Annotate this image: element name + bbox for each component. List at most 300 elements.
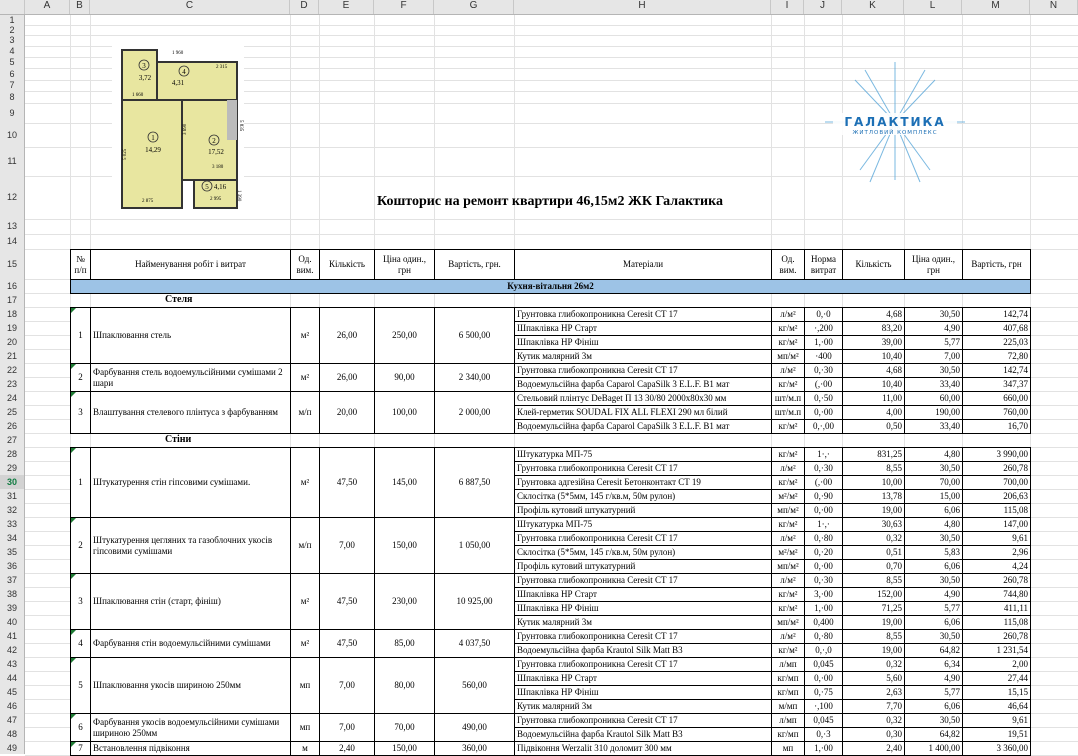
material-price[interactable]: 4,90: [904, 671, 963, 686]
material-qty[interactable]: 13,78: [842, 489, 905, 504]
row-header-5[interactable]: 5: [9, 57, 15, 67]
material-cost[interactable]: 4,24: [962, 559, 1031, 574]
material-qty[interactable]: 10,40: [842, 349, 905, 364]
material-unit[interactable]: мп/м²: [771, 615, 805, 630]
material-price[interactable]: 190,00: [904, 405, 963, 420]
material-norm[interactable]: 0,·30: [804, 461, 843, 476]
material-price[interactable]: 64,82: [904, 727, 963, 742]
row-header-8[interactable]: 8: [9, 92, 15, 102]
material-norm[interactable]: ·400: [804, 349, 843, 364]
col-header-a[interactable]: A: [25, 0, 70, 14]
material-unit[interactable]: л/м²: [771, 307, 805, 322]
material-price[interactable]: 64,82: [904, 643, 963, 658]
col-header-m[interactable]: M: [962, 0, 1030, 14]
row-header-16[interactable]: 16: [6, 281, 17, 291]
material-price[interactable]: 30,50: [904, 531, 963, 546]
header-material-price[interactable]: Ціна один., грн: [904, 249, 963, 280]
material-unit[interactable]: мп: [771, 741, 805, 756]
material-cost[interactable]: 72,80: [962, 349, 1031, 364]
row-header-2[interactable]: 2: [9, 25, 15, 35]
material-unit[interactable]: л/м²: [771, 573, 805, 588]
header-cost[interactable]: Вартість, грн.: [434, 249, 515, 280]
work-price[interactable]: 150,00: [374, 517, 435, 574]
material-cost[interactable]: 260,78: [962, 461, 1031, 476]
header-material-unit[interactable]: Од. вим.: [771, 249, 805, 280]
work-qty[interactable]: 7,00: [319, 517, 375, 574]
material-name[interactable]: Штукатурка МП-75: [514, 447, 772, 462]
material-qty[interactable]: 7,70: [842, 699, 905, 714]
material-qty[interactable]: 10,00: [842, 475, 905, 490]
work-name[interactable]: Встановлення підвіконня: [90, 741, 291, 756]
material-norm[interactable]: (,·00: [804, 475, 843, 490]
material-norm[interactable]: 0,·3: [804, 727, 843, 742]
material-unit[interactable]: кг/м²: [771, 321, 805, 336]
row-header-13[interactable]: 13: [6, 221, 17, 231]
material-cost[interactable]: 3 360,00: [962, 741, 1031, 756]
material-norm[interactable]: 0,045: [804, 657, 843, 672]
material-name[interactable]: Кутик малярний 3м: [514, 349, 772, 364]
material-cost[interactable]: 115,08: [962, 615, 1031, 630]
material-qty[interactable]: 2,40: [842, 741, 905, 756]
material-name[interactable]: Профіль кутовий штукатурний: [514, 559, 772, 574]
work-name[interactable]: Шпаклювання стель: [90, 307, 291, 364]
row-header-3[interactable]: 3: [9, 35, 15, 45]
row-header-1[interactable]: 1: [9, 15, 15, 25]
material-unit[interactable]: кг/м²: [771, 643, 805, 658]
material-qty[interactable]: 0,30: [842, 727, 905, 742]
work-qty[interactable]: 7,00: [319, 713, 375, 742]
work-row-number[interactable]: 3: [70, 391, 91, 434]
material-qty[interactable]: 2,63: [842, 685, 905, 700]
work-price[interactable]: 90,00: [374, 363, 435, 392]
row-header-6[interactable]: 6: [9, 69, 15, 79]
material-norm[interactable]: 0,·30: [804, 573, 843, 588]
work-qty[interactable]: 26,00: [319, 363, 375, 392]
row-header-11[interactable]: 11: [7, 156, 17, 166]
work-price[interactable]: 80,00: [374, 657, 435, 714]
work-name[interactable]: Влаштування стелевого плінтуса з фарбуванням: [90, 391, 291, 434]
material-cost[interactable]: 19,51: [962, 727, 1031, 742]
material-unit[interactable]: мп/м²: [771, 503, 805, 518]
row-header-42[interactable]: 42: [6, 645, 17, 655]
material-unit[interactable]: кг/м²: [771, 587, 805, 602]
work-price[interactable]: 145,00: [374, 447, 435, 518]
material-norm[interactable]: 0,·75: [804, 685, 843, 700]
row-header-4[interactable]: 4: [9, 46, 15, 56]
material-qty[interactable]: 8,55: [842, 573, 905, 588]
row-header-36[interactable]: 36: [6, 561, 17, 571]
work-row-number[interactable]: 2: [70, 517, 91, 574]
row-header-32[interactable]: 32: [6, 505, 17, 515]
work-row-number[interactable]: 7: [70, 741, 91, 756]
material-unit[interactable]: л/м²: [771, 629, 805, 644]
material-qty[interactable]: 831,25: [842, 447, 905, 462]
col-header-j[interactable]: J: [804, 0, 842, 14]
material-cost[interactable]: 700,00: [962, 475, 1031, 490]
material-cost[interactable]: 347,37: [962, 377, 1031, 392]
material-name[interactable]: Кутик малярний 3м: [514, 699, 772, 714]
work-cost[interactable]: 360,00: [434, 741, 515, 756]
material-unit[interactable]: кг/м²: [771, 419, 805, 434]
work-unit[interactable]: м²: [290, 629, 320, 658]
material-name[interactable]: Грунтовка глибокопроникна Ceresit CT 17: [514, 531, 772, 546]
material-cost[interactable]: 760,00: [962, 405, 1031, 420]
material-price[interactable]: 15,00: [904, 489, 963, 504]
col-header-i[interactable]: I: [771, 0, 804, 14]
row-header-18[interactable]: 18: [6, 309, 17, 319]
material-norm[interactable]: 1·,·: [804, 447, 843, 462]
material-qty[interactable]: 19,00: [842, 643, 905, 658]
material-qty[interactable]: 8,55: [842, 629, 905, 644]
work-cost[interactable]: 2 000,00: [434, 391, 515, 434]
work-unit[interactable]: м/п: [290, 517, 320, 574]
work-name[interactable]: Шпаклювання укосів шириною 250мм: [90, 657, 291, 714]
row-header-10[interactable]: 10: [6, 130, 17, 140]
work-qty[interactable]: 47,50: [319, 447, 375, 518]
row-header-44[interactable]: 44: [6, 673, 17, 683]
material-name[interactable]: Клей-герметик SOUDAL FIX ALL FLEXI 290 мл білий: [514, 405, 772, 420]
material-cost[interactable]: 15,15: [962, 685, 1031, 700]
material-qty[interactable]: 152,00: [842, 587, 905, 602]
material-name[interactable]: Грунтовка адгезійна Ceresit Бетонконтакт CT 19: [514, 475, 772, 490]
material-name[interactable]: Шпаклівка НР Старт: [514, 587, 772, 602]
material-unit[interactable]: м/мп: [771, 699, 805, 714]
row-header-39[interactable]: 39: [6, 603, 17, 613]
row-header-35[interactable]: 35: [6, 547, 17, 557]
work-unit[interactable]: м²: [290, 447, 320, 518]
material-price[interactable]: 7,00: [904, 349, 963, 364]
material-norm[interactable]: 0,045: [804, 713, 843, 728]
material-norm[interactable]: 0,·00: [804, 559, 843, 574]
material-unit[interactable]: кг/м²: [771, 601, 805, 616]
material-cost[interactable]: 206,63: [962, 489, 1031, 504]
material-name[interactable]: Грунтовка глибокопроникна Ceresit CT 17: [514, 573, 772, 588]
work-row-number[interactable]: 6: [70, 713, 91, 742]
work-qty[interactable]: 2,40: [319, 741, 375, 756]
material-qty[interactable]: 4,68: [842, 363, 905, 378]
material-norm[interactable]: 0,·,00: [804, 419, 843, 434]
row-header-9[interactable]: 9: [9, 108, 15, 118]
material-cost[interactable]: 46,64: [962, 699, 1031, 714]
work-qty[interactable]: 20,00: [319, 391, 375, 434]
material-cost[interactable]: 2,96: [962, 545, 1031, 560]
material-price[interactable]: 30,50: [904, 713, 963, 728]
row-header-46[interactable]: 46: [6, 701, 17, 711]
material-qty[interactable]: 0,70: [842, 559, 905, 574]
material-price[interactable]: 33,40: [904, 377, 963, 392]
material-norm[interactable]: 0,·80: [804, 629, 843, 644]
col-header-h[interactable]: H: [514, 0, 771, 14]
work-price[interactable]: 85,00: [374, 629, 435, 658]
header-material-qty[interactable]: Кількість: [842, 249, 905, 280]
work-qty[interactable]: 47,50: [319, 629, 375, 658]
header-norm[interactable]: Норма витрат: [804, 249, 843, 280]
row-header-15[interactable]: 15: [6, 259, 17, 269]
material-norm[interactable]: 0,·,0: [804, 643, 843, 658]
material-cost[interactable]: 142,74: [962, 307, 1031, 322]
material-unit[interactable]: шт/м.п: [771, 405, 805, 420]
material-norm[interactable]: 1,·00: [804, 601, 843, 616]
work-price[interactable]: 230,00: [374, 573, 435, 630]
row-header-34[interactable]: 34: [6, 533, 17, 543]
material-unit[interactable]: л/мп: [771, 657, 805, 672]
material-norm[interactable]: 0,·30: [804, 363, 843, 378]
work-unit[interactable]: м²: [290, 573, 320, 630]
header-work[interactable]: Найменування робіт і витрат: [90, 249, 291, 280]
material-norm[interactable]: 0,·50: [804, 391, 843, 406]
work-cost[interactable]: 490,00: [434, 713, 515, 742]
header-num[interactable]: № п/п: [70, 249, 91, 280]
work-qty[interactable]: 26,00: [319, 307, 375, 364]
row-header-12[interactable]: 12: [6, 192, 17, 202]
material-cost[interactable]: 16,70: [962, 419, 1031, 434]
material-cost[interactable]: 660,00: [962, 391, 1031, 406]
material-qty[interactable]: 0,32: [842, 531, 905, 546]
material-qty[interactable]: 0,32: [842, 657, 905, 672]
material-cost[interactable]: 407,68: [962, 321, 1031, 336]
header-price[interactable]: Ціна один., грн: [374, 249, 435, 280]
material-qty[interactable]: 4,00: [842, 405, 905, 420]
row-header-48[interactable]: 48: [6, 729, 17, 739]
work-cost[interactable]: 4 037,50: [434, 629, 515, 658]
col-header-c[interactable]: C: [90, 0, 290, 14]
material-price[interactable]: 70,00: [904, 475, 963, 490]
material-norm[interactable]: 0,·00: [804, 405, 843, 420]
work-price[interactable]: 250,00: [374, 307, 435, 364]
material-unit[interactable]: л/м²: [771, 461, 805, 476]
row-header-20[interactable]: 20: [6, 337, 17, 347]
material-norm[interactable]: 0,·00: [804, 503, 843, 518]
material-price[interactable]: 6,06: [904, 699, 963, 714]
row-header-22[interactable]: 22: [6, 365, 17, 375]
row-header-24[interactable]: 24: [6, 393, 17, 403]
material-name[interactable]: Стельовий плінтус DeBaget П 13 30/80 2000х80х30 мм: [514, 391, 772, 406]
work-unit[interactable]: мп: [290, 713, 320, 742]
material-name[interactable]: Шпаклівка НР Фініш: [514, 601, 772, 616]
row-header-40[interactable]: 40: [6, 617, 17, 627]
material-name[interactable]: Шпаклівка НР Старт: [514, 671, 772, 686]
material-name[interactable]: Грунтовка глибокопроникна Ceresit CT 17: [514, 307, 772, 322]
row-header-17[interactable]: 17: [6, 295, 17, 305]
row-header-19[interactable]: 19: [6, 323, 17, 333]
material-unit[interactable]: кг/мп: [771, 727, 805, 742]
material-price[interactable]: 30,50: [904, 363, 963, 378]
work-price[interactable]: 100,00: [374, 391, 435, 434]
material-unit[interactable]: л/м²: [771, 363, 805, 378]
material-qty[interactable]: 4,68: [842, 307, 905, 322]
work-cost[interactable]: 6 500,00: [434, 307, 515, 364]
row-header-33[interactable]: 33: [6, 519, 17, 529]
material-unit[interactable]: л/мп: [771, 713, 805, 728]
material-qty[interactable]: 30,63: [842, 517, 905, 532]
work-qty[interactable]: 47,50: [319, 573, 375, 630]
material-norm[interactable]: 0,·80: [804, 531, 843, 546]
material-unit[interactable]: кг/м²: [771, 447, 805, 462]
material-unit[interactable]: кг/мп: [771, 685, 805, 700]
material-price[interactable]: 30,50: [904, 629, 963, 644]
row-header-43[interactable]: 43: [6, 659, 17, 669]
material-unit[interactable]: кг/м²: [771, 335, 805, 350]
work-unit[interactable]: м²: [290, 307, 320, 364]
work-unit[interactable]: м: [290, 741, 320, 756]
material-norm[interactable]: 3,·00: [804, 587, 843, 602]
material-name[interactable]: Шпаклівка НР Старт: [514, 321, 772, 336]
material-norm[interactable]: ·,200: [804, 321, 843, 336]
row-header-25[interactable]: 25: [6, 407, 17, 417]
work-price[interactable]: 150,00: [374, 741, 435, 756]
material-unit[interactable]: кг/мп: [771, 671, 805, 686]
material-price[interactable]: 5,77: [904, 685, 963, 700]
work-cost[interactable]: 2 340,00: [434, 363, 515, 392]
work-name[interactable]: Шпаклювання стін (старт, фініш): [90, 573, 291, 630]
work-cost[interactable]: 1 050,00: [434, 517, 515, 574]
material-name[interactable]: Грунтовка глибокопроникна Ceresit CT 17: [514, 657, 772, 672]
row-header-27[interactable]: 27: [6, 435, 17, 445]
material-qty[interactable]: 0,51: [842, 545, 905, 560]
material-name[interactable]: Водоемульсійна фарба Caparol CapaSilk 3 E.L.F. B1 мат: [514, 419, 772, 434]
material-name[interactable]: Грунтовка глибокопроникна Ceresit CT 17: [514, 629, 772, 644]
work-row-number[interactable]: 5: [70, 657, 91, 714]
material-price[interactable]: 6,34: [904, 657, 963, 672]
col-header-b[interactable]: B: [70, 0, 90, 14]
material-norm[interactable]: 0,·20: [804, 545, 843, 560]
material-norm[interactable]: 1,·00: [804, 335, 843, 350]
material-cost[interactable]: 411,11: [962, 601, 1031, 616]
material-unit[interactable]: кг/м²: [771, 377, 805, 392]
row-header-30[interactable]: 30: [0, 475, 24, 489]
row-header-38[interactable]: 38: [6, 589, 17, 599]
material-price[interactable]: 30,50: [904, 461, 963, 476]
material-qty[interactable]: 8,55: [842, 461, 905, 476]
material-price[interactable]: 30,50: [904, 573, 963, 588]
material-cost[interactable]: 3 990,00: [962, 447, 1031, 462]
material-price[interactable]: 6,06: [904, 615, 963, 630]
material-cost[interactable]: 27,44: [962, 671, 1031, 686]
work-cost[interactable]: 10 925,00: [434, 573, 515, 630]
material-name[interactable]: Підвіконня Werzalit 310 доломит 300 мм: [514, 741, 772, 756]
work-cost[interactable]: 6 887,50: [434, 447, 515, 518]
material-cost[interactable]: 147,00: [962, 517, 1031, 532]
material-cost[interactable]: 260,78: [962, 629, 1031, 644]
header-qty[interactable]: Кількість: [319, 249, 375, 280]
material-cost[interactable]: 9,61: [962, 713, 1031, 728]
material-name[interactable]: Шпаклівка НР Фініш: [514, 685, 772, 700]
header-material-cost[interactable]: Вартість, грн: [962, 249, 1031, 280]
material-price[interactable]: 33,40: [904, 419, 963, 434]
material-unit[interactable]: м²/м²: [771, 545, 805, 560]
work-row-number[interactable]: 3: [70, 573, 91, 630]
material-norm[interactable]: 0,·90: [804, 489, 843, 504]
material-norm[interactable]: 1,·00: [804, 741, 843, 756]
material-norm[interactable]: ·,100: [804, 699, 843, 714]
material-norm[interactable]: 0,400: [804, 615, 843, 630]
work-name[interactable]: Фарбування стін водоемульсійними сумішами: [90, 629, 291, 658]
col-header-k[interactable]: K: [842, 0, 904, 14]
material-price[interactable]: 5,77: [904, 335, 963, 350]
material-qty[interactable]: 10,40: [842, 377, 905, 392]
material-cost[interactable]: 744,80: [962, 587, 1031, 602]
work-name[interactable]: Фарбування укосів водоемульсійними сумішами шириною 250мм: [90, 713, 291, 742]
material-name[interactable]: Склосітка (5*5мм, 145 г/кв.м, 50м рулон): [514, 545, 772, 560]
work-name[interactable]: Фарбування стель водоемульсійними сумішами 2 шари: [90, 363, 291, 392]
material-qty[interactable]: 0,50: [842, 419, 905, 434]
work-row-number[interactable]: 2: [70, 363, 91, 392]
col-header-n[interactable]: N: [1030, 0, 1078, 14]
material-price[interactable]: 4,80: [904, 517, 963, 532]
work-row-number[interactable]: 1: [70, 447, 91, 518]
material-price[interactable]: 5,83: [904, 545, 963, 560]
material-norm[interactable]: 0,·0: [804, 307, 843, 322]
material-unit[interactable]: мп/м²: [771, 349, 805, 364]
material-qty[interactable]: 5,60: [842, 671, 905, 686]
material-name[interactable]: Склосітка (5*5мм, 145 г/кв.м, 50м рулон): [514, 489, 772, 504]
row-header-45[interactable]: 45: [6, 687, 17, 697]
work-price[interactable]: 70,00: [374, 713, 435, 742]
material-name[interactable]: Кутик малярний 3м: [514, 615, 772, 630]
work-row-number[interactable]: 4: [70, 629, 91, 658]
material-price[interactable]: 5,77: [904, 601, 963, 616]
material-unit[interactable]: шт/м.п: [771, 391, 805, 406]
row-header-7[interactable]: 7: [9, 80, 15, 90]
row-header-49[interactable]: 49: [6, 743, 17, 753]
header-materials[interactable]: Матеріали: [514, 249, 772, 280]
material-unit[interactable]: кг/м²: [771, 517, 805, 532]
material-unit[interactable]: м²/м²: [771, 489, 805, 504]
material-price[interactable]: 4,90: [904, 321, 963, 336]
row-header-14[interactable]: 14: [6, 236, 17, 246]
select-all-corner[interactable]: [0, 0, 25, 14]
material-qty[interactable]: 0,32: [842, 713, 905, 728]
row-header-21[interactable]: 21: [6, 351, 17, 361]
work-name[interactable]: Штукатурення стін гіпсовими сумішами.: [90, 447, 291, 518]
section-kitchen-living[interactable]: Кухня-вітальня 26м2: [70, 279, 1031, 294]
material-price[interactable]: 60,00: [904, 391, 963, 406]
work-cost[interactable]: 560,00: [434, 657, 515, 714]
work-name[interactable]: Штукатурення цегляних та газоблочних укосів гіпсовими сумішами: [90, 517, 291, 574]
material-name[interactable]: Грунтовка глибокопроникна Ceresit CT 17: [514, 363, 772, 378]
material-qty[interactable]: 11,00: [842, 391, 905, 406]
work-unit[interactable]: м²: [290, 363, 320, 392]
material-cost[interactable]: 115,08: [962, 503, 1031, 518]
col-header-g[interactable]: G: [434, 0, 514, 14]
material-price[interactable]: 6,06: [904, 559, 963, 574]
material-price[interactable]: 4,80: [904, 447, 963, 462]
row-header-26[interactable]: 26: [6, 421, 17, 431]
material-qty[interactable]: 83,20: [842, 321, 905, 336]
material-name[interactable]: Профіль кутовий штукатурний: [514, 503, 772, 518]
material-name[interactable]: Штукатурка МП-75: [514, 517, 772, 532]
material-unit[interactable]: мп/м²: [771, 559, 805, 574]
work-qty[interactable]: 7,00: [319, 657, 375, 714]
material-norm[interactable]: (,·00: [804, 377, 843, 392]
material-qty[interactable]: 39,00: [842, 335, 905, 350]
row-header-37[interactable]: 37: [6, 575, 17, 585]
col-header-l[interactable]: L: [904, 0, 962, 14]
material-qty[interactable]: 71,25: [842, 601, 905, 616]
material-norm[interactable]: 0,·00: [804, 671, 843, 686]
material-unit[interactable]: л/м²: [771, 531, 805, 546]
col-header-f[interactable]: F: [374, 0, 434, 14]
header-unit[interactable]: Од. вим.: [290, 249, 320, 280]
work-unit[interactable]: м/п: [290, 391, 320, 434]
material-cost[interactable]: 1 231,54: [962, 643, 1031, 658]
work-row-number[interactable]: 1: [70, 307, 91, 364]
material-qty[interactable]: 19,00: [842, 503, 905, 518]
material-cost[interactable]: 260,78: [962, 573, 1031, 588]
material-cost[interactable]: 9,61: [962, 531, 1031, 546]
row-header-31[interactable]: 31: [6, 491, 17, 501]
material-name[interactable]: Водоемульсійна фарба Caparol CapaSilk 3 E.L.F. B1 мат: [514, 377, 772, 392]
